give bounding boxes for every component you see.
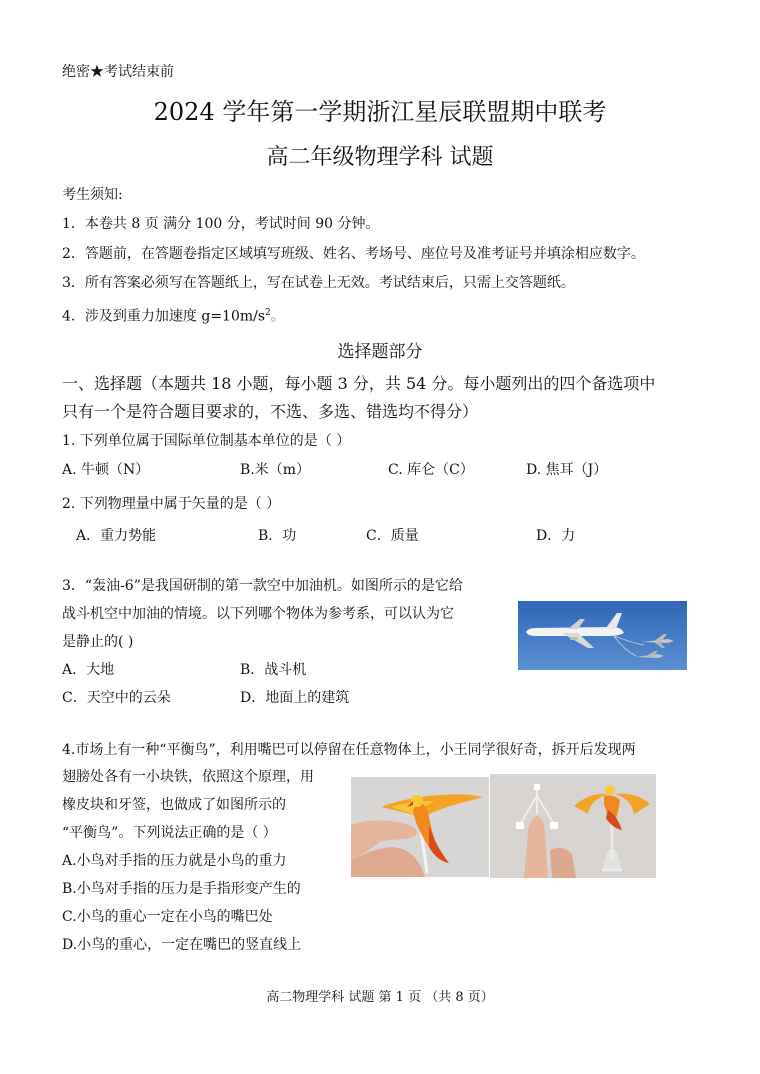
notice-item-4	[62, 304, 285, 326]
refueling-aircraft-photo	[518, 601, 687, 670]
confidential-label: 绝密★考试结束前	[62, 64, 174, 80]
q2-option-c: C．质量	[366, 528, 419, 544]
q4-option-b: B.小鸟对手指的压力是手指形变产生的	[62, 881, 301, 897]
q2-option-a: A．重力势能	[76, 528, 157, 544]
q4-line-3: 橡皮块和牙签，也做成了如图所示的	[62, 797, 286, 813]
q2-option-b: B．功	[258, 528, 297, 544]
q4-option-a: A.小鸟对手指的压力就是小鸟的重力	[62, 853, 287, 869]
q4-option-d: D.小鸟的重心，一定在嘴巴的竖直线上	[62, 937, 302, 953]
notice-item-3: 3．所有答案必须写在答题纸上，写在试卷上无效。考试结束后，只需上交答题纸。	[62, 275, 575, 291]
q1-stem: 1. 下列单位属于国际单位制基本单位的是（ ）	[62, 433, 351, 449]
q1-option-b: B.米（m）	[240, 462, 311, 478]
q3-option-b: B．战斗机	[240, 662, 307, 678]
notice-item-4-text: 4．涉及到重力加速度 g=10m/s	[62, 308, 266, 325]
q1-option-c: C. 库仑（C）	[388, 462, 474, 478]
q4-line-1: 4.市场上有一种“平衡鸟”，利用嘴巴可以停留在任意物体上，小王同学很好奇，拆开后发现两	[62, 742, 636, 758]
q4-option-c: C.小鸟的重心一定在小鸟的嘴巴处	[62, 909, 273, 925]
q4-line-4: “平衡鸟”。下列说法正确的是（ ）	[62, 825, 277, 841]
toothpick-balance-bird-photo	[490, 774, 656, 878]
q1-option-a: A. 牛顿（N）	[62, 462, 150, 478]
aircraft-illustration	[518, 601, 687, 670]
section-intro-line-1: 一、选择题（本题共 18 小题，每小题 3 分，共 54 分。每小题列出的四个备选项中	[62, 374, 656, 393]
q3-line-1: 3．“轰油-6”是我国研制的第一款空中加油机。如图所示的是它给	[62, 578, 463, 594]
exam-subtitle: 高二年级物理学科 试题	[266, 145, 494, 170]
q2-stem: 2. 下列物理量中属于矢量的是（ ）	[62, 496, 281, 512]
q1-option-d: D. 焦耳（J）	[526, 462, 608, 478]
balance-bird-on-finger-photo	[351, 777, 489, 877]
balance-bird-finger-illustration	[351, 777, 489, 877]
q3-line-2: 战斗机空中加油的情境。以下列哪个物体为参考系，可以认为它	[62, 606, 454, 622]
q2-option-d: D．力	[536, 528, 576, 544]
q4-line-2: 翅膀处各有一小块铁，依照这个原理，用	[62, 769, 314, 785]
section-intro-line-2: 只有一个是符合题目要求的，不选、多选、错选均不得分）	[62, 402, 479, 421]
q3-option-c: C．天空中的云朵	[62, 690, 171, 706]
notice-item-4-sup: 2	[265, 308, 271, 318]
exam-title: 2024 学年第一学期浙江星辰联盟期中联考	[153, 98, 607, 126]
q3-line-3: 是静止的( )	[62, 634, 134, 650]
page-footer: 高二物理学科 试题 第 1 页 （共 8 页）	[266, 990, 494, 1005]
toothpick-bird-illustration	[490, 774, 656, 878]
notice-heading: 考生须知:	[62, 187, 123, 203]
q3-option-a: A．大地	[62, 662, 115, 678]
notice-item-1: 1．本卷共 8 页 满分 100 分，考试时间 90 分钟。	[62, 216, 380, 232]
section-title: 选择题部分	[337, 342, 423, 362]
q3-option-d: D．地面上的建筑	[240, 690, 350, 706]
notice-item-4-end: 。	[270, 308, 285, 325]
notice-item-2: 2．答题前，在答题卷指定区域填写班级、姓名、考场号、座位号及准考证号并填涂相应数字。	[62, 246, 645, 262]
